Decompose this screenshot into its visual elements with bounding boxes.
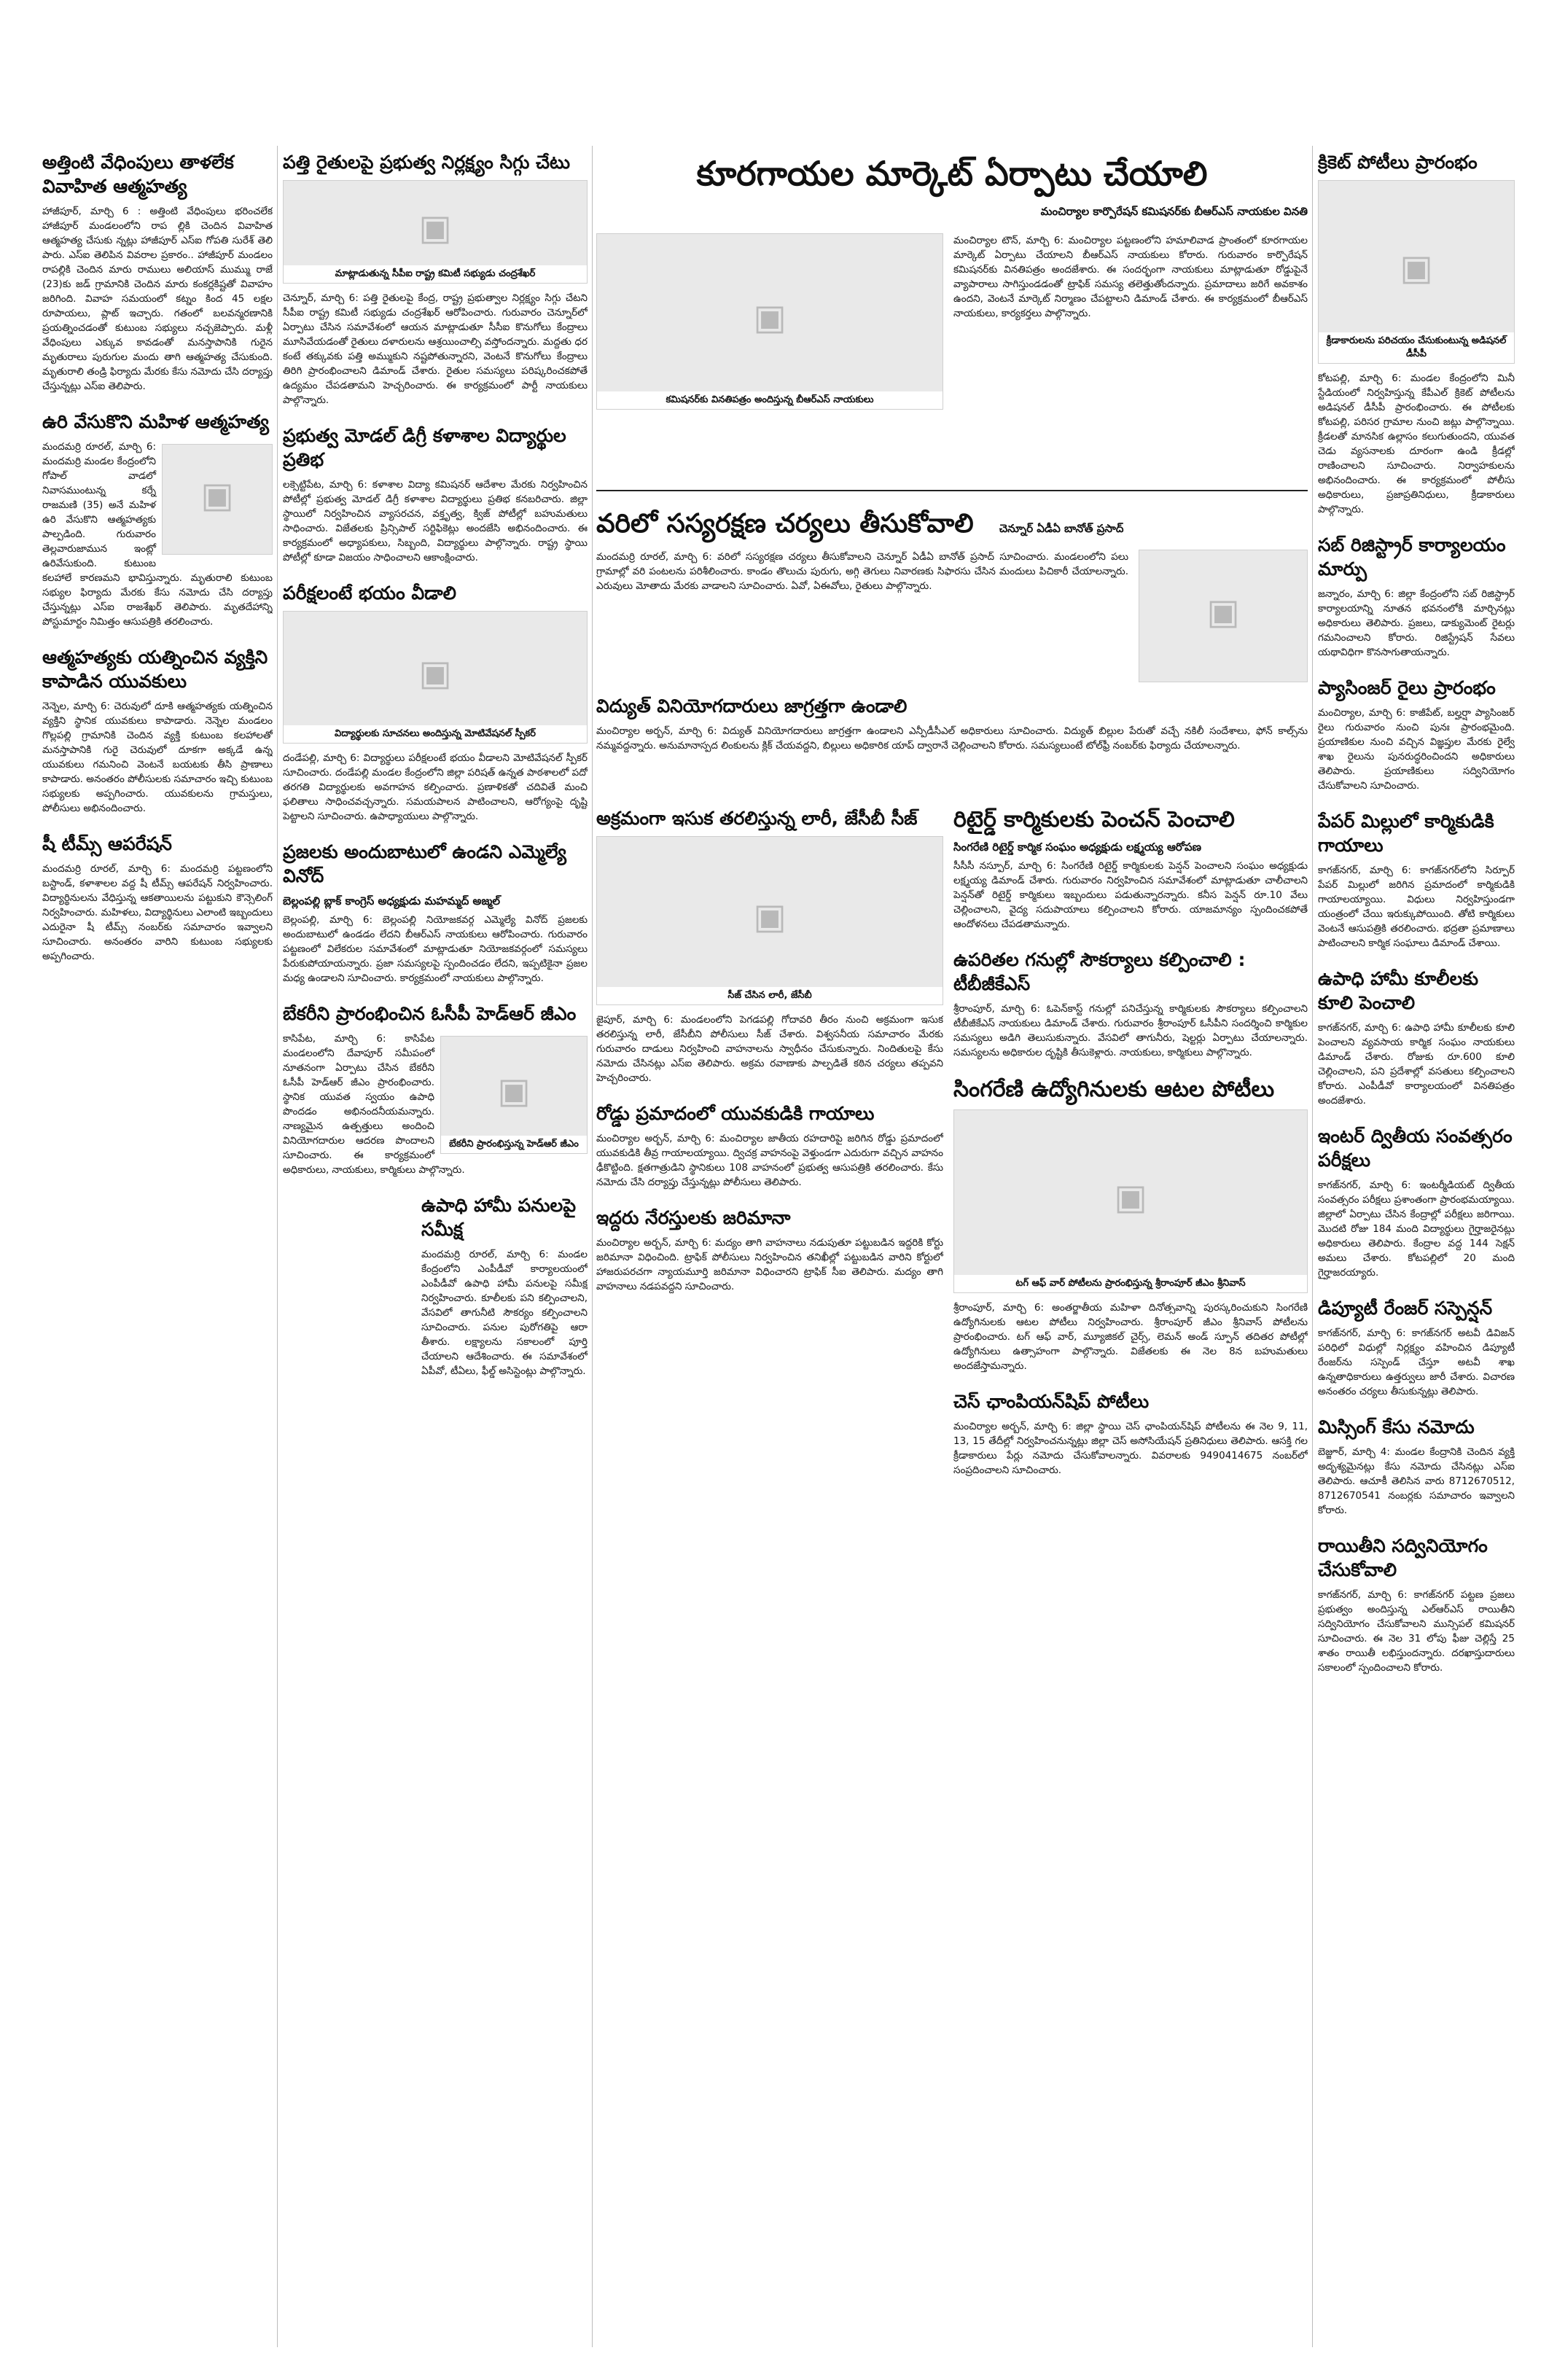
article-body: కోటపల్లి, మార్చి 6: మండల కేంద్రంలోని మినీ స్టేడియంలో నిర్వహిస్తున్న కేపీఎల్ క్రికెట్ పోటీలను అడిషనల్ డీసీపీ ప్రారంభించారు. ఈ పోటీలకు కోటపల్లి, పరిసర గ్రామాల నుంచి జట్లు పాల్గొన్నాయి. క్రీడలతో మానసిక ఉల్లాసం కలుగుతుందని, యువత చెడు వ్యసనాలకు దూరంగా ఉండి క్రీడల్లో రాణించాలని సూచించారు. నిర్వాహకులను అభినందించారు. ఈ కార్యక్రమంలో పోలీసు అధికారులు, ప్రజాప్రతినిధులు, క్రీడాకారులు పాల్గొన్నారు. [1318,372,1515,515]
photo-caption: మాట్లాడుతున్న సీపీఐ రాష్ట్ర కమిటీ సభ్యుడు చంద్రశేఖర్ [284,265,587,283]
news-photo [1318,180,1515,364]
story-retired-pension [953,806,1308,932]
news-photo [596,836,943,1005]
story-upadhi-review [421,1193,588,1378]
article-body: నెన్నెల, మార్చి 6: చెరువులో దూకి ఆత్మహత్యకు యత్నించిన వ్యక్తిని స్థానిక యువకులు కాపాడారు. నెన్నెల మండలం గొల్లపల్లి గ్రామానికి చెందిన వ్యక్తి కుటుంబ కలహాలతో మనస్తాపానికి గురై చెరువులో దూకగా అక్కడే ఉన్న యువకులు గమనించి వెంటనే బయటకు తీసి ప్రాణాలు కాపాడారు. అనంతరం పోలీసులకు సమాచారం ఇచ్చి కుటుంబ సభ్యులకు అప్పగించారు. యువకులను గ్రామస్తులు, పోలీసులు అభినందించారు. [42,701,273,814]
article-body: శ్రీరాంపూర్, మార్చి 6: ఓపెన్‌కాస్ట్ గనుల్లో పనిచేస్తున్న కార్మికులకు సౌకర్యాలు కల్పించాలని టీబీజీకేఎస్ నాయకులు డిమాండ్ చేశారు. గురువారం శ్రీరాంపూర్ ఓసీపీని సందర్శించి కార్మికుల సమస్యలు అడిగి తెలుసుకున్నారు. వేసవిలో తాగునీరు, షెల్టర్లు ఏర్పాటు చేయాలన్నారు. సమస్యలను అధికారుల దృష్టికి తీసుకెళ్లారు. నాయకులు, కార్మికులు పాల్గొన్నారు. [953,1003,1308,1058]
story-ranger-suspension [1318,1296,1515,1399]
headline: సింగరేణి ఉద్యోగినులకు ఆటల పోటీలు [953,1077,1275,1102]
image-icon: ▣ [418,207,452,249]
headline: మిస్సింగ్ కేసు నమోదు [1318,1416,1475,1437]
lead-headline: కూరగాయల మార్కెట్ ఏర్పాటు చేయాలి [696,154,1208,193]
story-she-teams [42,832,273,964]
headline: విద్యుత్ వినియోగదారులు జాగ్రత్తగా ఉండాలి [596,695,908,717]
image-icon: ▣ [497,1070,531,1112]
story-lrs-rebate [1318,1534,1515,1675]
divider [596,490,1308,491]
article-body: కాగజ్‌నగర్, మార్చి 6: ఇంటర్మీడియట్ ద్వితీయ సంవత్సరం పరీక్షలు ప్రశాంతంగా ప్రారంభమయ్యాయి. జిల్లాలో ఏర్పాటు చేసిన కేంద్రాల్లో పరీక్షలు జరిగాయి. మొదటి రోజు 184 మంది విద్యార్థులు గైర్హాజరైనట్లు అధికారులు తెలిపారు. కేంద్రాల వద్ద 144 సెక్షన్ అమలు చేశారు. కోటపల్లిలో 20 మంది గైర్హాజరయ్యారు. [1318,1179,1515,1279]
article-body: కాగజ్‌నగర్, మార్చి 6: కాగజ్‌నగర్‌లోని సిర్పూర్ పేపర్ మిల్లులో జరిగిన ప్రమాదంలో కార్మికుడికి గాయాలయ్యాయి. విధులు నిర్వహిస్తుండగా యంత్రంలో చేయి ఇరుక్కుపోయింది. తోటి కార్మికులు వెంటనే ఆసుపత్రికి తరలించారు. భద్రతా ప్రమాణాలు పాటించాలని కార్మిక సంఘాలు డిమాండ్ చేశాయి. [1318,865,1515,949]
photo-caption: బేకరీని ప్రారంభిస్తున్న హెడ్ఆర్ జీఎం [441,1136,587,1153]
headline: ఆత్మహత్యకు యత్నించిన వ్యక్తిని కాపాడిన యువకులు [42,647,268,692]
story-cricket [1318,150,1515,517]
story-passenger-train [1318,676,1515,793]
story-paddy-crop [596,483,1308,796]
headline: ప్రజలకు అందుబాటులో ఉండని ఎమ్మెల్యే వినోద్ [283,841,566,886]
headline: అక్రమంగా ఇసుక తరలిస్తున్న లారీ, జేసీబీ సీజ్ [596,808,918,829]
headline: రోడ్డు ప్రమాదంలో యువకుడికి గాయాలు [596,1103,875,1124]
story-sub-registrar [1318,533,1515,660]
photo-caption: టగ్ ఆఫ్ వార్ పోటీలను ప్రారంభిస్తున్న శ్రీరాంపూర్ జీఎం శ్రీనివాస్ [954,1275,1307,1292]
article-body: కాసిపేట, మార్చి 6: కాసిపేట మండలంలోని దేవాపూర్ సమీపంలో నూతనంగా ఏర్పాటు చేసిన బేకరీని ఓసీపీ హెడ్ఆర్ జీఎం ప్రారంభించారు. స్థానిక యువత స్వయం ఉపాధి పొందడం అభినందనీయమన్నారు. నాణ్యమైన ఉత్పత్తులు అందించి వినియోగదారుల ఆదరణ పొందాలని సూచించారు. ఈ కార్యక్రమంలో అధికారులు, నాయకులు, కార్మికులు పాల్గొన్నారు. [283,1033,465,1176]
article-body: మంచిర్యాల అర్బన్, మార్చి 6: జిల్లా స్థాయి చెస్ ఛాంపియన్‌షిప్ పోటీలను ఈ నెల 9, 11, 13, 15 తేదీల్లో నిర్వహించనున్నట్లు జిల్లా చెస్ అసోసియేషన్ ప్రతినిధులు తెలిపారు. ఆసక్తి గల క్రీడాకారులు పేర్లు నమోదు చేసుకోవాలన్నారు. వివరాలకు 9490414675 నంబర్‌లో సంప్రదించాలని సూచించారు. [953,1421,1308,1476]
headline: ఉపాధి హామీ పనులపై సమీక్ష [421,1195,577,1240]
headline: ప్రభుత్వ మోడల్ డిగ్రీ కళాశాల విద్యార్థుల ప్రతిభ [283,425,566,470]
image-icon: ▣ [1114,1177,1147,1218]
article-body: హాజీపూర్, మార్చి 6 : అత్తింటి వేధింపులు భరించలేక హాజీపూర్ మండలంలోని రాప ల్లికి చెందిన వివాహిత ఆత్మహత్య చేసుకు న్నట్లు హాజీపూర్ ఎస్ఐ గోపతి సురేశ్ తెలి పారు. ఎస్ఐ తెలిపిన వివరాల ప్రకారం.. హాజీపూర్ మండలం రాపల్లికి చెందిన మారు రాములు అలియాస్ ముమ్ము రాజే (23)కు జడ్ గ్రామానికి చెందిన మారు కంకర్లకిష్టతో వివాహం జరిగింది. వివాహ సమయంలో కట్నం కింద 45 లక్షల రూపాయలు, ప్లాట్ ఇచ్చారు. గతంలో బలవన్మరణానికి ప్రయత్నించడంతో కుటుంబ సభ్యులు నచ్చజెప్పారు. మళ్లీ వేధింపులు ఎక్కువ కావడంతో మనస్తాపానికి గురైన మృతురాలు పురుగుల మందు తాగి ఆత్మహత్య చేసుకుంది. మృతురాలి తండ్రి ఫిర్యాదు మేరకు కేసు నమోదు చేసి దర్యాప్తు చేస్తున్నట్లు ఎస్ఐ తెలిపారు. [42,206,273,392]
image-icon: ▣ [1400,247,1433,289]
headline: ఉపాధి హామీ కూలీలకు కూలి పెంచాలి [1318,968,1479,1013]
story-chess [953,1389,1308,1478]
story-fines [596,1206,943,1294]
story-dowry-suicide [42,150,273,394]
column-2 [283,146,588,2347]
story-road-accident [596,1101,943,1190]
story-degree-college [283,424,588,565]
headline: పత్తి రైతులపై ప్రభుత్వ నిర్లక్ష్యం సిగ్గు చేటు [283,152,570,173]
story-paper-mill [1318,809,1515,951]
headline: ఇద్దరు నేరస్తులకు జరిమానా [596,1207,791,1228]
article-body: జన్నారం, మార్చి 6: జిల్లా కేంద్రంలోని సబ్ రిజిస్ట్రార్ కార్యాలయాన్ని నూతన భవనంలోకి మార్చినట్లు అధికారులు తెలిపారు. ప్రజలు, డాక్యుమెంట్ రైటర్లు గమనించాలని కోరారు. రిజిస్ట్రేషన్ సేవలు యథావిధిగా కొనసాగుతాయన్నారు. [1318,588,1515,658]
headline: సబ్ రిజిస్ట్రార్ కార్యాలయం మార్పు [1318,534,1506,580]
image-icon: ▣ [418,652,452,694]
headline: పేపర్ మిల్లులో కార్మికుడికి గాయాలు [1318,811,1494,856]
middle-section [596,146,1308,2347]
column-divider [1312,146,1313,2347]
headline: షీ టీమ్స్ ఆపరేషన్ [42,833,172,854]
column-1 [42,146,273,2347]
story-youths-rescue [42,645,273,816]
photo-caption: క్రీడాకారులను పరిచయం చేసుకుంటున్న అడిషనల్ డీసీపీ [1319,332,1514,363]
story-missing-case [1318,1415,1515,1518]
story-sand-seizure [596,806,943,1085]
headline: చెస్ ఛాంపియన్‌షిప్ పోటీలు [953,1391,1150,1412]
article-body: మందమర్రి రూరల్, మార్చి 6: మండల కేంద్రంలోని ఎంపీడీవో కార్యాలయంలో ఎంపీడీవో ఉపాధి హామీ పనులపై సమీక్ష నిర్వహించారు. కూలీలకు పని కల్పించాలని, వేసవిలో తాగునీటి సౌకర్యం కల్పించాలని సూచించారు. పనుల పురోగతిపై ఆరా తీశారు. లక్ష్యాలను సకాలంలో పూర్తి చేయాలని ఆదేశించారు. ఈ సమావేశంలో ఏపీవో, టీఏలు, ఫీల్డ్ అసిస్టెంట్లు పాల్గొన్నారు. [421,1249,588,1377]
headline: అత్తింటి వేధింపులు తాళలేక వివాహిత ఆత్మహత్య [42,152,234,197]
byline: చెన్నూర్ ఏడీఏ బానోత్ ప్రసాద్ [999,522,1124,535]
story-inter-exams [1318,1124,1515,1280]
article-body: మంచిర్యాల అర్బన్, మార్చి 6: మంచిర్యాల జాతీయ రహదారిపై జరిగిన రోడ్డు ప్రమాదంలో యువకుడికి తీవ్ర గాయాలయ్యాయి. ద్విచక్ర వాహనంపై వెళ్తుండగా ఎదురుగా వచ్చిన వాహనం ఢీకొట్టింది. క్షతగాత్రుడిని స్థానికులు 108 వాహనంలో ప్రభుత్వ ఆసుపత్రికి తరలించారు. కేసు నమోదు చేసి దర్యాప్తు చేస్తున్నట్లు పోలీసులు తెలిపారు. [596,1133,943,1188]
article-body: మందమర్రి రూరల్, మార్చి 6: వరిలో సస్యరక్షణ చర్యలు తీసుకోవాలని చెన్నూర్ ఏడీఏ బానోత్ ప్రసాద్ సూచించారు. మండలంలోని పలు గ్రామాల్లో వరి పంటలను పరిశీలించారు. కాండం తొలుచు పురుగు, అగ్గి తెగులు నివారణకు సిఫారసు చేసిన మందులు పిచికారీ చేయాలన్నారు. ఎరువులు మోతాదు మేరకు వాడాలని సూచించారు. ఏవో, ఏఈవోలు, రైతులు పాల్గొన్నారు. [596,551,1128,592]
article-body: జైపూర్, మార్చి 6: మండలంలోని పెగడపల్లి గోదావరి తీరం నుంచి అక్రమంగా ఇసుక తరలిస్తున్న లారీ, జేసీబీని పోలీసులు సీజ్ చేశారు. విశ్వసనీయ సమాచారం మేరకు గురువారం దాడులు నిర్వహించి వాహనాలను స్వాధీనం చేసుకున్నారు. నిందితులపై కేసు నమోదు చేసినట్లు ఎస్ఐ తెలిపారు. అక్రమ రవాణాకు పాల్పడితే కఠిన చర్యలు తప్పవని హెచ్చరించారు. [596,1014,943,1084]
article-body: మంచిర్యాల టౌన్, మార్చి 6: మంచిర్యాల పట్టణంలోని హమాలివాడ ప్రాంతంలో కూరగాయల మార్కెట్ ఏర్పాటు చేయాలని బీఆర్ఎస్ నాయకులు కోరారు. గురువారం కార్పొరేషన్ కమిషనర్‌కు వినతిపత్రం అందజేశారు. ఈ సందర్భంగా నాయకులు మాట్లాడుతూ రోడ్డుపైనే వ్యాపారాలు సాగిస్తుండడంతో ట్రాఫిక్ సమస్య తలెత్తుతోందన్నారు. ప్రమాదాలు జరిగే అవకాశం ఉందని, వెంటనే మార్కెట్ నిర్మాణం చేపట్టాలని డిమాండ్ చేశారు. ఈ కార్యక్రమంలో బీఆర్ఎస్ నాయకులు, కార్యకర్తలు పాల్గొన్నారు. [953,235,1308,319]
article-body: కాగజ్‌నగర్, మార్చి 6: కాగజ్‌నగర్ పట్టణ ప్రజలు ప్రభుత్వం అందిస్తున్న ఎల్ఆర్ఎస్ రాయితీని సద్వినియోగం చేసుకోవాలని మున్సిపల్ కమిషనర్ సూచించారు. ఈ నెల 31 లోపు ఫీజు చెల్లిస్తే 25 శాతం రాయితీ లభిస్తుందన్నారు. దరఖాస్తుదారులు సకాలంలో స్పందించాలని కోరారు. [1318,1589,1515,1674]
lead-body-block [953,233,1308,474]
article-body: మందమర్రి రూరల్, మార్చి 6: మందమర్రి పట్టణంలోని బస్టాండ్, కళాశాలల వద్ద షీ టీమ్స్ ఆపరేషన్ నిర్వహించారు. విద్యార్థినులను వేధిస్తున్న ఆకతాయిలను పట్టుకుని కౌన్సెలింగ్ నిర్వహించారు. మహిళలు, విద్యార్థినులు ఎలాంటి ఇబ్బందులు ఎదురైనా షీ టీమ్స్ నంబర్‌కు సమాచారం ఇవ్వాలని సూచించారు. అనంతరం వారిని కుటుంబ సభ్యులకు అప్పగించారు. [42,863,273,962]
article-body: దండేపల్లి, మార్చి 6: విద్యార్థులు పరీక్షలంటే భయం వీడాలని మోటివేషనల్ స్పీకర్ సూచించారు. దండేపల్లి మండల కేంద్రంలోని జిల్లా పరిషత్ ఉన్నత పాఠశాలలో పదో తరగతి విద్యార్థులకు అవగాహన కల్పించారు. ప్రణాళికతో చదివితే మంచి ఫలితాలు సాధించవచ్చన్నారు. సమయపాలన పాటించాలని, ఆరోగ్యంపై దృష్టి పెట్టాలని సూచించారు. ఉపాధ్యాయులు పాల్గొన్నారు. [283,752,588,822]
headline: ఉరి వేసుకొని మహిళ ఆత్మహత్య [42,411,269,432]
photo-caption: కమిషనర్‌కు వినతిపత్రం అందిస్తున్న బీఆర్ఎస్ నాయకులు [597,391,943,409]
story-exam-fear [283,581,588,824]
column-5 [1318,146,1515,2347]
article-body: లక్సెట్టిపేట, మార్చి 6: కళాశాల విద్యా కమిషనర్ ఆదేశాల మేరకు నిర్వహించిన పోటీల్లో ప్రభుత్వ మోడల్ డిగ్రీ కళాశాల విద్యార్థులు ప్రతిభ కనబరిచారు. జిల్లా స్థాయిలో నిర్వహించిన వ్యాసరచన, వక్తృత్వ, క్విజ్ పోటీల్లో బహుమతులు సాధించారు. విజేతలకు ప్రిన్సిపాల్ సర్టిఫికెట్లు అందజేసి అభినందించారు. ఈ కార్యక్రమంలో అధ్యాపకులు, సిబ్బంది, విద్యార్థులు పాల్గొన్నారు. రాష్ట్ర స్థాయి పోటీల్లో కూడా విజయం సాధించాలని ఆకాంక్షించారు. [283,479,588,563]
story-bakery-opening [283,1002,588,1177]
column-divider [592,146,593,2347]
article-body: శ్రీరాంపూర్, మార్చి 6: అంతర్జాతీయ మహిళా దినోత్సవాన్ని పురస్కరించుకుని సింగరేణి ఉద్యోగినులకు ఆటల పోటీలు నిర్వహించారు. శ్రీరాంపూర్ జీఎం శ్రీనివాస్ పోటీలను ప్రారంభించారు. టగ్ ఆఫ్ వార్, మ్యూజికల్ చైర్స్, లెమన్ అండ్ స్పూన్ తదితర పోటీల్లో ఉద్యోగినులు ఉత్సాహంగా పాల్గొన్నారు. విజేతలకు ఈ నెల 8న బహుమతులు అందజేస్తామన్నారు. [953,1302,1308,1372]
byline: బెల్లంపల్లి బ్లాక్ కాంగ్రెస్ అధ్యక్షుడు మహమ్మద్ అజ్మల్ [283,894,501,908]
photo-caption: విద్యార్థులకు సూచనలు అందిస్తున్న మోటివేషనల్ స్పీకర్ [284,725,587,743]
paddy-story-row [596,550,1308,690]
news-photo [953,1109,1308,1293]
headline: క్రికెట్ పోటీలు ప్రారంభం [1318,152,1478,173]
article-body: కాగజ్‌నగర్, మార్చి 6: కాగజ్‌నగర్ అటవీ డివిజన్ పరిధిలో విధుల్లో నిర్లక్ష్యం వహించిన డిప్యూటీ రేంజర్‌ను సస్పెండ్ చేస్తూ అటవీ శాఖ ఉన్నతాధికారులు ఉత్తర్వులు జారీ చేశారు. విచారణ అనంతరం చర్యలు తీసుకున్నట్లు తెలిపారు. [1318,1327,1515,1397]
story-woman-hanging [42,410,273,629]
article-body: మందమర్రి రూరల్, మార్చి 6: మందమర్రి మండల కేంద్రంలోని గోపాల్ వాడలో నివాసముంటున్న కర్నే రాజమణి (35) అనే మహిళ ఉరి వేసుకొని ఆత్మహత్యకు పాల్పడింది. గురువారం తెల్లవారుజామున ఇంట్లో ఉరివేసుకుంది. కుటుంబ కలహాలే కారణమని భావిస్తున్నారు. మృతురాలి కుటుంబ సభ్యుల ఫిర్యాదు మేరకు కేసు నమోదు చేసి దర్యాప్తు చేస్తున్నట్లు ఎస్ఐ రాజశేఖర్ తెలిపారు. మృతదేహాన్ని పోస్టుమార్టం నిమిత్తం ఆసుపత్రికి తరలించారు. [42,441,273,628]
story-cotton-farmers [283,150,588,407]
article-body: బెల్లంపల్లి, మార్చి 6: బెల్లంపల్లి నియోజకవర్గ ఎమ్మెల్యే వినోద్ ప్రజలకు అందుబాటులో ఉండడం లేదని బీఆర్ఎస్ నాయకులు ఆరోపించారు. గురువారం పట్టణంలో విలేకరుల సమావేశంలో మాట్లాడుతూ నియోజకవర్గంలో సమస్యలు పేరుకుపోయాయన్నారు. ప్రజా సమస్యలపై స్పందించడం లేదని, ఇప్పటికైనా ప్రజల మధ్య ఉండాలని సూచించారు. కార్యక్రమంలో నాయకులు పాల్గొన్నారు. [283,914,588,984]
headline: రిటైర్డ్ కార్మికులకు పెంచన్ పెంచాలి [953,807,1235,832]
news-photo [596,233,943,410]
headline: డిప్యూటీ రేంజర్ సస్పెన్షన్ [1318,1298,1493,1319]
story-singareni-games [953,1076,1308,1373]
news-photo [283,180,588,284]
headline: పరీక్షలంటే భయం వీడాలి [283,582,456,604]
headline: వరిలో సస్యరక్షణ చర్యలు తీసుకోవాలి [596,509,974,539]
headline: ప్యాసింజర్ రైలు ప్రారంభం [1318,677,1496,698]
image-icon: ▣ [200,475,234,516]
headline: ఉపరితల గనుల్లో సౌకర్యాలు కల్పించాలి : టీబీజీకేఎస్ [953,949,1246,994]
lead-photo-block [596,233,943,474]
headline: ఇంటర్ ద్వితీయ సంవత్సరం పరీక్షలు [1318,1125,1513,1171]
middle-left-column [596,802,943,2347]
image-icon: ▣ [753,297,787,338]
article-body: మంచిర్యాల అర్బన్, మార్చి 6: మద్యం తాగి వాహనాలు నడుపుతూ పట్టుబడిన ఇద్దరికి కోర్టు జరిమానా విధించింది. ట్రాఫిక్ పోలీసులు నిర్వహించిన తనిఖీల్లో పట్టుబడిన వారిని కోర్టులో హాజరుపరచగా న్యాయమూర్తి జరిమానా విధించారని ట్రాఫిక్ సీఐ తెలిపారు. మద్యం తాగి వాహనాలు నడపవద్దని సూచించారు. [596,1237,943,1292]
news-photo [283,611,588,744]
article-body: మంచిర్యాల అర్బన్, మార్చి 6: విద్యుత్ వినియోగదారులు జాగ్రత్తగా ఉండాలని ఎన్పీడీసీఎల్ అధికారులు సూచించారు. విద్యుత్ బిల్లుల పేరుతో వచ్చే నకిలీ సందేశాలు, ఫోన్ కాల్స్‌ను నమ్మవద్దన్నారు. అనుమానాస్పద లింకులను క్లిక్ చేయవద్దని, బిల్లులు అధికారిక యాప్ ద్వారానే చెల్లించాలని కోరారు. సమస్యలుంటే టోల్‌ఫ్రీ నంబర్‌కు ఫిర్యాదు చేయాలన్నారు. [596,725,1308,752]
middle-right-column [953,802,1308,2347]
article-body: కాగజ్‌నగర్, మార్చి 6: ఉపాధి హామీ కూలీలకు కూలి పెంచాలని వ్యవసాయ కార్మిక సంఘం నాయకులు డిమాండ్ చేశారు. రోజుకు రూ.600 కూలి చెల్లించాలని, పని ప్రదేశాల్లో వసతులు కల్పించాలని కోరారు. ఎంపీడీవో కార్యాలయంలో వినతిపత్రం అందజేశారు. [1318,1022,1515,1107]
news-photo [162,444,273,555]
story-mla-vinod [283,840,588,986]
byline: సింగరేణి రిటైర్డ్ కార్మిక సంఘం అధ్యక్షుడు లక్ష్మయ్య ఆరోపణ [953,840,1202,854]
headline: రాయితీని సద్వినియోగం చేసుకోవాలి [1318,1535,1488,1580]
photo-caption: సీజ్ చేసిన లారీ, జేసీబీ [597,987,943,1004]
story-wage-hike [1318,967,1515,1108]
image-icon: ▣ [1206,591,1240,633]
article-body: సీసీసీ నస్పూర్, మార్చి 6: సింగరేణి రిటైర్డ్ కార్మికులకు పెన్షన్ పెంచాలని సంఘం అధ్యక్షుడు లక్ష్మయ్య డిమాండ్ చేశారు. గురువారం నిర్వహించిన సమావేశంలో మాట్లాడుతూ చాలీచాలని పెన్షన్‌తో రిటైర్డ్ కార్మికులు ఇబ్బందులు పడుతున్నారన్నారు. కనీస పెన్షన్ రూ.10 వేలు చెల్లించాలని, వైద్య సదుపాయాలు కల్పించాలని కోరారు. యాజమాన్యం స్పందించకపోతే ఆందోళనలు చేపడతామన్నారు. [953,860,1308,930]
news-photo [440,1036,588,1154]
article-body: మంచిర్యాల, మార్చి 6: కాజీపేట్, బల్హర్షా ప్యాసింజర్ రైలు గురువారం నుంచి పునః ప్రారంభమైంది. ప్రయాణికుల నుంచి వచ్చిన విజ్ఞప్తుల మేరకు రైల్వే శాఖ రైలును పునరుద్ధరించిందని అధికారులు తెలిపారు. ప్రయాణికులు సద్వినియోగం చేసుకోవాలని సూచించారు. [1318,707,1515,792]
article-body: బెజ్జూర్, మార్చి 4: మండల కేంద్రానికి చెందిన వ్యక్తి అదృశ్యమైనట్లు కేసు నమోదు చేసినట్లు ఎస్ఐ తెలిపారు. ఆచూకీ తెలిసిన వారు 8712670512, 8712670541 నంబర్లకు సమాచారం ఇవ్వాలని కోరారు. [1318,1446,1515,1516]
column-divider [277,146,278,2347]
headline: బేకరీని ప్రారంభించిన ఓసీపీ హెడ్‌ఆర్ జీఎం [283,1003,577,1024]
image-icon: ▣ [753,896,787,937]
article-body: చెన్నూర్, మార్చి 6: పత్తి రైతులపై కేంద్ర, రాష్ట్ర ప్రభుత్వాల నిర్లక్ష్యం సిగ్గు చేటని సీపీఐ రాష్ట్ర కమిటీ సభ్యుడు చంద్రశేఖర్ ఆరోపించారు. గురువారం చెన్నూర్‌లో ఏర్పాటు చేసిన సమావేశంలో ఆయన మాట్లాడుతూ సీసీఐ కొనుగోలు కేంద్రాలు మూసివేయడంతో రైతులు దళారులను ఆశ్రయించాల్సి వస్తోందన్నారు. మద్దతు ధర కంటే తక్కువకు పత్తి అమ్ముకుని నష్టపోతున్నారని, వెంటనే కొనుగోలు కేంద్రాలు తిరిగి ప్రారంభించాలని డిమాండ్ చేశారు. రైతుల సమస్యలు పరిష్కరించకపోతే ఉద్యమం చేపడతామని హెచ్చరించారు. ఈ కార్యక్రమంలో పార్టీ నాయకులు పాల్గొన్నారు. [283,292,588,406]
lead-subheadline: మంచిర్యాల కార్పొరేషన్ కమిషనర్‌కు బీఆర్ఎస్ నాయకుల వినతి [1040,205,1308,218]
story-opencast-facilities [953,948,1308,1060]
news-photo [1139,550,1308,682]
